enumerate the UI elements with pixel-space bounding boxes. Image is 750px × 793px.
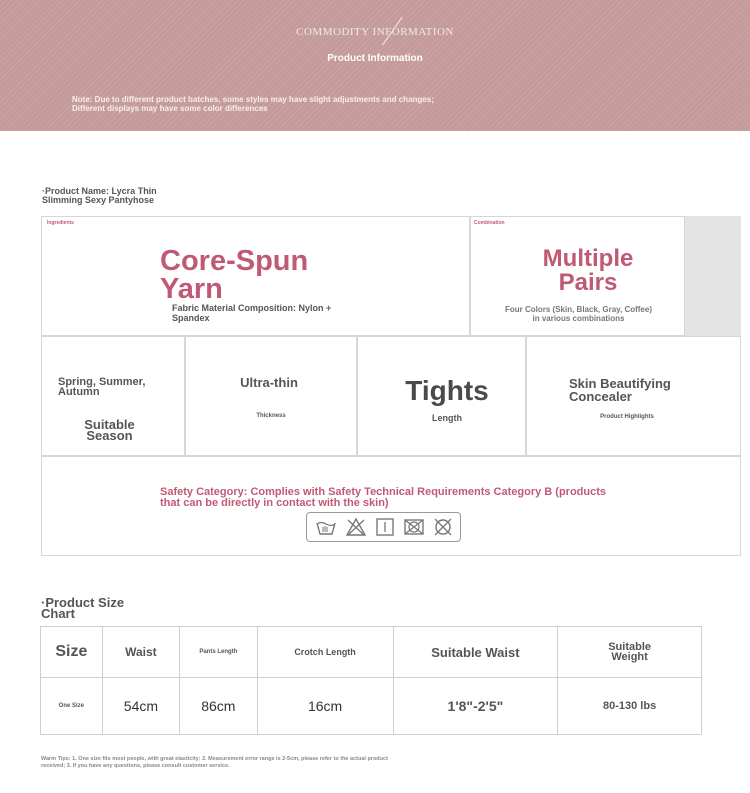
size-chart-table [40,626,702,735]
cell-waist: 54cm [102,678,179,735]
banner-note: Note: Due to different product batches, some styles may have slight adjustments and changes; Different displays may have some color differences [72,95,434,113]
header-suitable-weight: Suitable Weight [558,627,702,678]
combination-tag: Combination [474,220,505,226]
no-dry-clean-icon [432,517,454,537]
no-tumble-dry-icon [403,517,425,537]
header-crotch-length: Crotch Length [257,627,393,678]
table-header-row [41,627,702,678]
hang-dry-icon [374,517,396,537]
material-heading: Core-Spun Yarn [160,245,309,305]
header-waist: Waist [102,627,179,678]
care-icons-strip [306,512,461,542]
header-size: Size [41,627,103,678]
combination-panel [470,216,685,336]
cell-pants-length: 86cm [180,678,257,735]
highlight-value: Skin Beautifying Concealer [569,376,671,404]
product-name: ·Product Name: Lycra Thin Slimming Sexy Pantyhose [42,186,157,205]
season-label: Suitable Season [84,417,135,443]
highlights-panel [526,336,741,456]
cell-suitable-weight: 80-130 lbs [558,678,702,735]
length-label: Length [432,413,462,423]
thickness-label: Thickness [256,413,286,419]
combination-detail: Four Colors (Skin, Black, Gray, Coffee) in various combinations [505,305,652,323]
season-value: Spring, Summer, Autumn [58,376,146,398]
banner-subtitle: Product Information [327,53,423,64]
ingredients-panel [41,216,470,336]
header-suitable-waist: Suitable Waist [393,627,558,678]
season-panel [41,336,185,456]
hand-wash-icon [315,517,337,537]
no-bleach-icon [345,517,367,537]
material-detail: Fabric Material Composition: Nylon + Spandex [172,303,332,323]
size-chart-title: ·Product Size Chart [41,595,125,621]
length-panel [357,336,526,456]
thickness-panel [185,336,357,456]
gray-filler [685,216,741,336]
cell-size: One Size [41,678,103,735]
ingredients-tag: Ingredients [47,220,74,226]
banner-title: COMMODITY INFORMATION [296,26,454,38]
combination-heading: Multiple Pairs [542,245,634,296]
cell-crotch-length: 16cm [257,678,393,735]
thickness-value: Ultra-thin [240,375,298,390]
header-pants-length: Pants Length [180,627,257,678]
table-row [41,678,702,735]
cell-suitable-waist: 1'8"-2'5" [393,678,558,735]
safety-text: Safety Category: Complies with Safety Technical Requirements Category B (products that can be directly in contact with the skin) [160,486,607,509]
warm-tips: Warm Tips: 1. One size fits most people, with great elasticity; 2. Measurement error range is 2-5cm, please refer to the actual product received; 3. If you have any questions, please consult customer service. [41,756,388,769]
header-banner [0,0,750,131]
length-value: Tights [405,375,489,406]
highlight-label: Product Highlights [600,414,654,420]
